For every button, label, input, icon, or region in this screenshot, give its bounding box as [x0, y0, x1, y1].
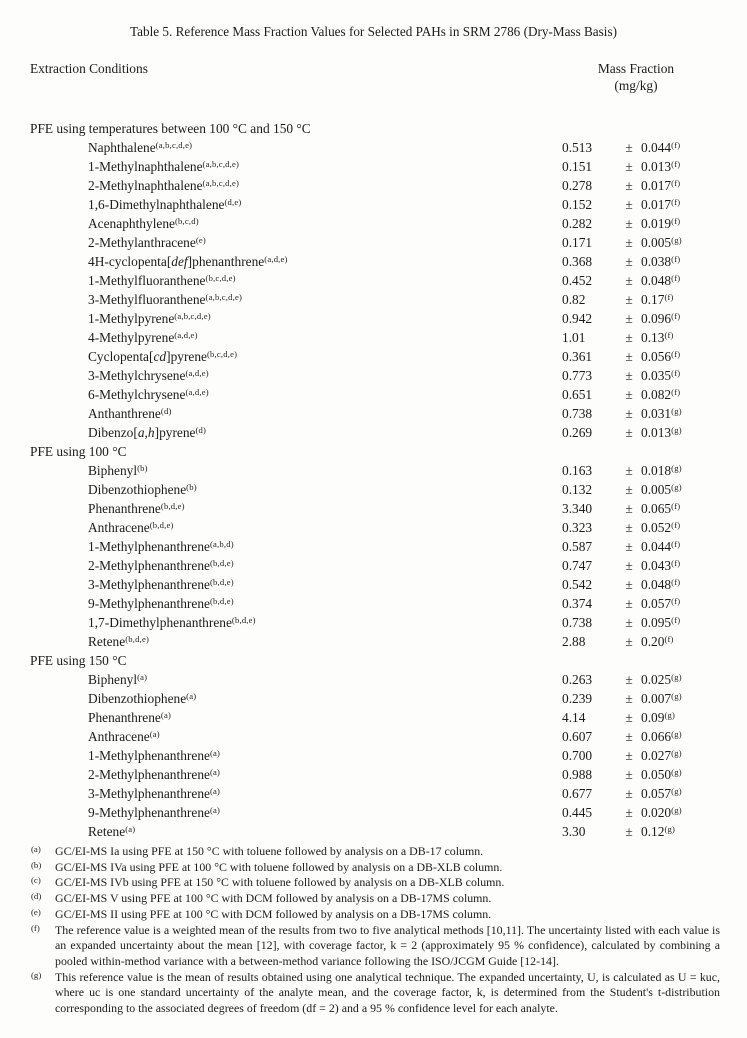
footnote-marker: (a)	[31, 844, 41, 854]
plus-minus: ±	[625, 634, 633, 649]
plus-minus: ±	[625, 406, 633, 421]
uncertainty-value: 0.005$^{(g)}$	[641, 481, 682, 497]
table-row	[30, 746, 723, 765]
mass-fraction-value: 0.263	[562, 672, 593, 687]
footnote-marker: (f)	[31, 922, 40, 933]
table-row	[30, 594, 723, 613]
compound-name: 2-Methylnaphthalene$^{(a,b,c,d,e)}$	[88, 177, 240, 193]
table-row	[30, 290, 723, 309]
plus-minus: ±	[625, 767, 633, 782]
uncertainty-value: 0.065$^{(f)}$	[641, 500, 681, 516]
uncertainty-value: 0.20$^{(f)}$	[641, 633, 674, 649]
compound-name: Dibenzo[a,h]pyrene$^{(d)}$	[88, 424, 207, 440]
table-row	[30, 157, 723, 176]
uncertainty-value: 0.031$^{(g)}$	[641, 405, 682, 421]
plus-minus: ±	[625, 273, 633, 288]
footnote-ref: (d)	[195, 424, 207, 435]
plus-minus: ±	[625, 159, 633, 174]
mass-fraction-value: 0.747	[562, 558, 593, 573]
footnote-ref: (a,b,c,d,e)	[155, 139, 193, 150]
uncertainty-footnote-ref: (f)	[664, 291, 674, 302]
plus-minus: ±	[625, 463, 633, 478]
uncertainty-footnote-ref: (f)	[664, 329, 674, 340]
mass-fraction-value: 0.269	[562, 425, 593, 440]
plus-minus: ±	[625, 425, 633, 440]
plus-minus: ±	[625, 748, 633, 763]
footnote-ref: (b)	[186, 481, 197, 492]
compound-name: 4-Methylpyrene$^{(a,d,e)}$	[88, 329, 198, 345]
footnote-ref: (b,d,e)	[209, 576, 234, 587]
mass-fraction-value: 0.738	[562, 615, 593, 630]
footnote-ref: (a,d,e)	[174, 329, 198, 340]
table-row	[30, 309, 723, 328]
footnote	[30, 907, 720, 923]
footnote-ref: (a)	[209, 747, 221, 758]
mass-fraction-value: 4.14	[562, 710, 586, 725]
mass-fraction-value: 0.677	[562, 786, 593, 801]
uncertainty-value: 0.013$^{(f)}$	[641, 158, 681, 174]
table-row	[30, 195, 723, 214]
table-row	[30, 271, 723, 290]
footnote-ref: (b,d,e)	[160, 500, 185, 511]
plus-minus: ±	[625, 558, 633, 573]
uncertainty-footnote-ref: (g)	[671, 785, 682, 796]
uncertainty-value: 0.056$^{(f)}$	[641, 348, 681, 364]
footnote-ref: (a,b,c,d,e)	[205, 291, 243, 302]
footnote-marker: (d)	[31, 891, 42, 902]
column-headers	[0, 40, 747, 94]
mass-fraction-value: 0.282	[562, 216, 593, 231]
table-row	[30, 822, 723, 841]
compound-name: Biphenyl$^{(a)}$	[88, 671, 148, 687]
uncertainty-value: 0.043$^{(f)}$	[641, 557, 681, 573]
table-row	[30, 632, 723, 651]
plus-minus: ±	[625, 805, 633, 820]
table-row	[30, 385, 723, 404]
footnote-ref: (a)	[209, 785, 221, 796]
footnote-ref: (a,b,c,d,e)	[202, 158, 240, 169]
uncertainty-footnote-ref: (g)	[671, 728, 682, 739]
uncertainty-footnote-ref: (g)	[671, 804, 682, 815]
compound-name: 1-Methylfluoranthene$^{(b,c,d,e)}$	[88, 272, 236, 288]
mass-fraction-value: 0.651	[562, 387, 593, 402]
compound-name: 9-Methylphenanthrene$^{(a)}$	[88, 804, 221, 820]
plus-minus: ±	[625, 672, 633, 687]
uncertainty-value: 0.048$^{(f)}$	[641, 272, 681, 288]
table-row	[30, 461, 723, 480]
plus-minus: ±	[625, 596, 633, 611]
uncertainty-footnote-ref: (g)	[671, 424, 682, 435]
compound-name: Dibenzothiophene$^{(a)}$	[88, 690, 197, 706]
mass-fraction-value: 0.278	[562, 178, 593, 193]
footnote-ref: (b,d,e)	[209, 595, 234, 606]
footnote-ref: (b,d,e)	[231, 614, 256, 625]
plus-minus: ±	[625, 311, 633, 326]
plus-minus: ±	[625, 216, 633, 231]
mass-fraction-value: 0.452	[562, 273, 593, 288]
uncertainty-value: 0.025$^{(g)}$	[641, 671, 682, 687]
mass-fraction-value: 1.01	[562, 330, 586, 345]
uncertainty-value: 0.019$^{(f)}$	[641, 215, 681, 231]
section-header: PFE using temperatures between 100 °C and 150 °C	[30, 121, 311, 136]
compound-name: Phenanthrene$^{(a)}$	[88, 709, 172, 725]
footnote-ref: (a)	[125, 823, 136, 834]
compound-name: 2-Methylanthracene$^{(e)}$	[88, 234, 206, 250]
uncertainty-value: 0.035$^{(f)}$	[641, 367, 681, 383]
plus-minus: ±	[625, 729, 633, 744]
uncertainty-value: 0.057$^{(g)}$	[641, 785, 682, 801]
mass-fraction-value: 0.163	[562, 463, 593, 478]
uncertainty-value: 0.12$^{(g)}$	[641, 823, 676, 839]
mass-fraction-value: 0.239	[562, 691, 593, 706]
uncertainty-footnote-ref: (f)	[671, 139, 681, 150]
footnote-ref: (a,b,d)	[209, 538, 234, 549]
plus-minus: ±	[625, 368, 633, 383]
uncertainty-footnote-ref: (f)	[671, 557, 681, 568]
table-row	[30, 499, 723, 518]
table-row	[30, 537, 723, 556]
table-row	[30, 138, 723, 157]
table-row	[30, 689, 723, 708]
footnote	[30, 923, 720, 970]
plus-minus: ±	[625, 710, 633, 725]
table-row	[30, 233, 723, 252]
mass-fraction-value: 0.323	[562, 520, 593, 535]
mass-fraction-value: 0.361	[562, 349, 593, 364]
compound-name: 1-Methylphenanthrene$^{(a,b,d)}$	[88, 538, 234, 554]
footnote-ref: (d,e)	[224, 196, 242, 207]
uncertainty-footnote-ref: (f)	[671, 215, 681, 226]
mass-fraction-value: 0.587	[562, 539, 593, 554]
footnote-text: GC/EI-MS V using PFE at 100 °C with DCM followed by analysis on a DB-17MS column.	[55, 891, 492, 906]
uncertainty-value: 0.082$^{(f)}$	[641, 386, 681, 402]
table-row	[30, 214, 723, 233]
plus-minus: ±	[625, 615, 633, 630]
footnote-text: GC/EI-MS IVa using PFE at 100 °C with toluene followed by analysis on a DB-XLB column.	[55, 859, 503, 874]
uncertainty-footnote-ref: (g)	[671, 766, 682, 777]
table-row	[30, 575, 723, 594]
uncertainty-value: 0.018$^{(g)}$	[641, 462, 682, 478]
compound-name: 1,7-Dimethylphenanthrene$^{(b,d,e)}$	[88, 614, 256, 630]
footnotes	[0, 841, 747, 1017]
uncertainty-footnote-ref: (f)	[671, 614, 681, 625]
compound-name: 1,6-Dimethylnaphthalene$^{(d,e)}$	[88, 196, 242, 212]
table-row	[30, 784, 723, 803]
uncertainty-value: 0.017$^{(f)}$	[641, 196, 681, 212]
footnote-ref: (a,b,c,d,e)	[202, 177, 240, 188]
plus-minus: ±	[625, 140, 633, 155]
footnote	[30, 860, 720, 876]
mass-fraction-value: 3.30	[562, 824, 586, 839]
footnote-text: The reference value is a weighted mean of the results from two to five analytical methods [10,11]. The uncertainty listed with each value is an expanded uncertainty about the mean [12], with coverage factor, k = 2 (approximately 95 % confidence), calculated by combining a pooled within-method variance with a between-method variance following the ISO/JCGM Guide [12-14].	[55, 922, 720, 968]
uncertainty-value: 0.013$^{(g)}$	[641, 424, 682, 440]
mass-fraction-value: 0.700	[562, 748, 593, 763]
footnote-ref: (b,c,d,e)	[205, 272, 236, 283]
uncertainty-footnote-ref: (f)	[664, 633, 674, 644]
compound-name: 1-Methylpyrene$^{(a,b,c,d,e)}$	[88, 310, 211, 326]
footnote-ref: (b,c,d)	[175, 215, 199, 226]
mass-fraction-value: 0.151	[562, 159, 593, 174]
footnote-ref: (b,d,e)	[149, 519, 174, 530]
table-row	[30, 347, 723, 366]
table-row	[30, 670, 723, 689]
uncertainty-footnote-ref: (f)	[671, 538, 681, 549]
uncertainty-value: 0.027$^{(g)}$	[641, 747, 682, 763]
footnote-text: GC/EI-MS IVb using PFE at 150 °C with toluene followed by analysis on a DB-XLB column.	[55, 875, 505, 890]
table-body	[0, 94, 747, 841]
uncertainty-footnote-ref: (f)	[671, 500, 681, 511]
plus-minus: ±	[625, 577, 633, 592]
uncertainty-value: 0.007$^{(g)}$	[641, 690, 682, 706]
uncertainty-footnote-ref: (f)	[671, 196, 681, 207]
plus-minus: ±	[625, 330, 633, 345]
plus-minus: ±	[625, 824, 633, 839]
footnote-marker: (g)	[31, 969, 42, 980]
compound-name: Anthracene$^{(a)}$	[88, 728, 160, 744]
mass-fraction-value: 0.942	[562, 311, 593, 326]
table-row	[30, 252, 723, 271]
uncertainty-footnote-ref: (f)	[671, 272, 681, 283]
footnote-ref: (d)	[160, 405, 172, 416]
uncertainty-value: 0.066$^{(g)}$	[641, 728, 682, 744]
plus-minus: ±	[625, 235, 633, 250]
plus-minus: ±	[625, 482, 633, 497]
table-row	[30, 727, 723, 746]
footnote	[30, 875, 720, 891]
footnote-ref: (b,c,d,e)	[207, 348, 238, 359]
mass-fraction-value: 0.607	[562, 729, 593, 744]
plus-minus: ±	[625, 520, 633, 535]
footnote-marker: (b)	[31, 859, 42, 870]
compound-name: 1-Methylphenanthrene$^{(a)}$	[88, 747, 221, 763]
uncertainty-value: 0.044$^{(f)}$	[641, 139, 681, 155]
section-header: PFE using 100 °C	[30, 444, 127, 459]
footnote-ref: (a,b,c,d,e)	[174, 310, 211, 321]
uncertainty-value: 0.044$^{(f)}$	[641, 538, 681, 554]
uncertainty-footnote-ref: (f)	[671, 367, 681, 378]
column-header-extraction-conditions: Extraction Conditions	[30, 61, 148, 76]
uncertainty-value: 0.057$^{(f)}$	[641, 595, 681, 611]
table-row	[30, 480, 723, 499]
section-header: PFE using 150 °C	[30, 653, 127, 668]
uncertainty-footnote-ref: (g)	[671, 481, 682, 492]
uncertainty-value: 0.096$^{(f)}$	[641, 310, 681, 326]
uncertainty-value: 0.005$^{(g)}$	[641, 234, 682, 250]
table-row	[30, 708, 723, 727]
uncertainty-footnote-ref: (f)	[671, 177, 681, 188]
footnote-ref: (b,d,e)	[209, 557, 234, 568]
footnote-marker: (c)	[31, 875, 41, 886]
uncertainty-footnote-ref: (f)	[671, 253, 681, 264]
uncertainty-footnote-ref: (f)	[671, 576, 681, 587]
compound-name: 9-Methylphenanthrene$^{(b,d,e)}$	[88, 595, 234, 611]
compound-name: Naphthalene$^{(a,b,c,d,e)}$	[88, 139, 193, 155]
plus-minus: ±	[625, 178, 633, 193]
compound-name: Acenaphthylene$^{(b,c,d)}$	[88, 215, 199, 231]
compound-name: Retene$^{(b,d,e)}$	[88, 633, 150, 649]
plus-minus: ±	[625, 501, 633, 516]
uncertainty-value: 0.050$^{(g)}$	[641, 766, 682, 782]
compound-name: Retene$^{(a)}$	[88, 823, 136, 839]
plus-minus: ±	[625, 786, 633, 801]
uncertainty-footnote-ref: (f)	[671, 386, 681, 397]
table-row	[30, 803, 723, 822]
uncertainty-footnote-ref: (f)	[671, 595, 681, 606]
footnote-ref: (e)	[195, 234, 206, 245]
plus-minus: ±	[625, 539, 633, 554]
uncertainty-value: 0.020$^{(g)}$	[641, 804, 682, 820]
plus-minus: ±	[625, 254, 633, 269]
compound-name: 3-Methylchrysene$^{(a,d,e)}$	[88, 367, 209, 383]
table-row	[30, 176, 723, 195]
mass-fraction-value: 0.773	[562, 368, 593, 383]
footnote-ref: (a,d,e)	[185, 386, 209, 397]
plus-minus: ±	[625, 387, 633, 402]
footnote-ref: (a)	[137, 671, 148, 682]
mass-fraction-value: 0.152	[562, 197, 593, 212]
plus-minus: ±	[625, 292, 633, 307]
uncertainty-footnote-ref: (f)	[671, 348, 681, 359]
uncertainty-value: 0.095$^{(f)}$	[641, 614, 681, 630]
mass-fraction-value: 3.340	[562, 501, 593, 516]
footnote-ref: (a)	[209, 766, 221, 777]
compound-name: 2-Methylphenanthrene$^{(a)}$	[88, 766, 221, 782]
compound-name: 1-Methylnaphthalene$^{(a,b,c,d,e)}$	[88, 158, 240, 174]
footnote-ref: (a,d,e)	[264, 253, 288, 264]
uncertainty-value: 0.052$^{(f)}$	[641, 519, 681, 535]
table-title: Table 5. Reference Mass Fraction Values for Selected PAHs in SRM 2786 (Dry-Mass Basis)	[130, 24, 617, 39]
uncertainty-footnote-ref: (f)	[671, 158, 681, 169]
table-row	[30, 518, 723, 537]
compound-name: 6-Methylchrysene$^{(a,d,e)}$	[88, 386, 209, 402]
footnote-text: This reference value is the mean of results obtained using one analytical technique. The expanded uncertainty, U, is calculated as U = kuc, where uc is one standard uncertainty of the analyte mean, and the coverage factor, k, is determined from the Student's t-distribution corresponding to the associated degrees of freedom (df = 2) and a 95 % confidence level for each analyte.	[55, 969, 720, 1016]
uncertainty-footnote-ref: (f)	[671, 310, 681, 321]
uncertainty-value: 0.13$^{(f)}$	[641, 329, 674, 345]
uncertainty-footnote-ref: (f)	[671, 519, 681, 530]
mass-fraction-value: 0.82	[562, 292, 586, 307]
mass-fraction-value: 0.542	[562, 577, 593, 592]
mass-fraction-value: 0.171	[562, 235, 593, 250]
footnote-ref: (b)	[137, 462, 148, 473]
table-row	[30, 556, 723, 575]
footnote	[30, 891, 720, 907]
footnote-ref: (a)	[209, 804, 221, 815]
uncertainty-footnote-ref: (g)	[664, 823, 676, 834]
compound-name: 3-Methylphenanthrene$^{(b,d,e)}$	[88, 576, 234, 592]
compound-name: Anthanthrene$^{(d)}$	[88, 405, 172, 421]
table-row	[30, 613, 723, 632]
mass-fraction-value: 0.988	[562, 767, 593, 782]
mass-fraction-value: 0.368	[562, 254, 593, 269]
footnote-ref: (a)	[186, 690, 197, 701]
uncertainty-footnote-ref: (g)	[671, 234, 682, 245]
plus-minus: ±	[625, 349, 633, 364]
uncertainty-footnote-ref: (g)	[671, 671, 682, 682]
uncertainty-footnote-ref: (g)	[664, 709, 676, 720]
uncertainty-value: 0.17$^{(f)}$	[641, 291, 674, 307]
footnote-ref: (a)	[149, 728, 160, 739]
table-row	[30, 404, 723, 423]
compound-name: Cyclopenta[cd]pyrene$^{(b,c,d,e)}$	[88, 348, 238, 364]
column-header-mass-fraction: Mass Fraction (mg/kg)	[597, 61, 675, 93]
uncertainty-value: 0.038$^{(f)}$	[641, 253, 681, 269]
footnote	[30, 844, 720, 860]
compound-name: Dibenzothiophene$^{(b)}$	[88, 481, 197, 497]
uncertainty-value: 0.017$^{(f)}$	[641, 177, 681, 193]
compound-name: Biphenyl$^{(b)}$	[88, 462, 148, 478]
mass-fraction-value: 0.374	[562, 596, 593, 611]
mass-fraction-value: 2.88	[562, 634, 586, 649]
footnote	[30, 970, 720, 1017]
plus-minus: ±	[625, 197, 633, 212]
table-row	[30, 366, 723, 385]
footnote-text: GC/EI-MS Ia using PFE at 150 °C with toluene followed by analysis on a DB-17 column.	[55, 844, 484, 858]
mass-fraction-value: 0.513	[562, 140, 593, 155]
compound-name: 4H-cyclopenta[def]phenanthrene$^{(a,d,e)}$	[88, 253, 288, 269]
uncertainty-footnote-ref: (g)	[671, 747, 682, 758]
uncertainty-footnote-ref: (g)	[671, 405, 682, 416]
table-row	[30, 423, 723, 442]
mass-fraction-value: 0.445	[562, 805, 593, 820]
compound-name: 3-Methylphenanthrene$^{(a)}$	[88, 785, 221, 801]
footnote-ref: (a,d,e)	[185, 367, 209, 378]
mass-fraction-value: 0.738	[562, 406, 593, 421]
mass-fraction-value: 0.132	[562, 482, 593, 497]
plus-minus: ±	[625, 691, 633, 706]
footnote-marker: (e)	[31, 906, 41, 917]
table-row	[30, 765, 723, 784]
compound-name: Phenanthrene$^{(b,d,e)}$	[88, 500, 185, 516]
compound-name: 2-Methylphenanthrene$^{(b,d,e)}$	[88, 557, 234, 573]
uncertainty-value: 0.09$^{(g)}$	[641, 709, 676, 725]
table-row	[30, 328, 723, 347]
footnote-ref: (a)	[160, 709, 172, 720]
uncertainty-footnote-ref: (g)	[671, 462, 682, 473]
uncertainty-footnote-ref: (g)	[671, 690, 682, 701]
compound-name: Anthracene$^{(b,d,e)}$	[88, 519, 174, 535]
footnote-ref: (b,d,e)	[125, 633, 150, 644]
uncertainty-value: 0.048$^{(f)}$	[641, 576, 681, 592]
footnote-text: GC/EI-MS II using PFE at 100 °C with DCM followed by analysis on a DB-17MS column.	[55, 906, 492, 921]
compound-name: 3-Methylfluoranthene$^{(a,b,c,d,e)}$	[88, 291, 243, 307]
